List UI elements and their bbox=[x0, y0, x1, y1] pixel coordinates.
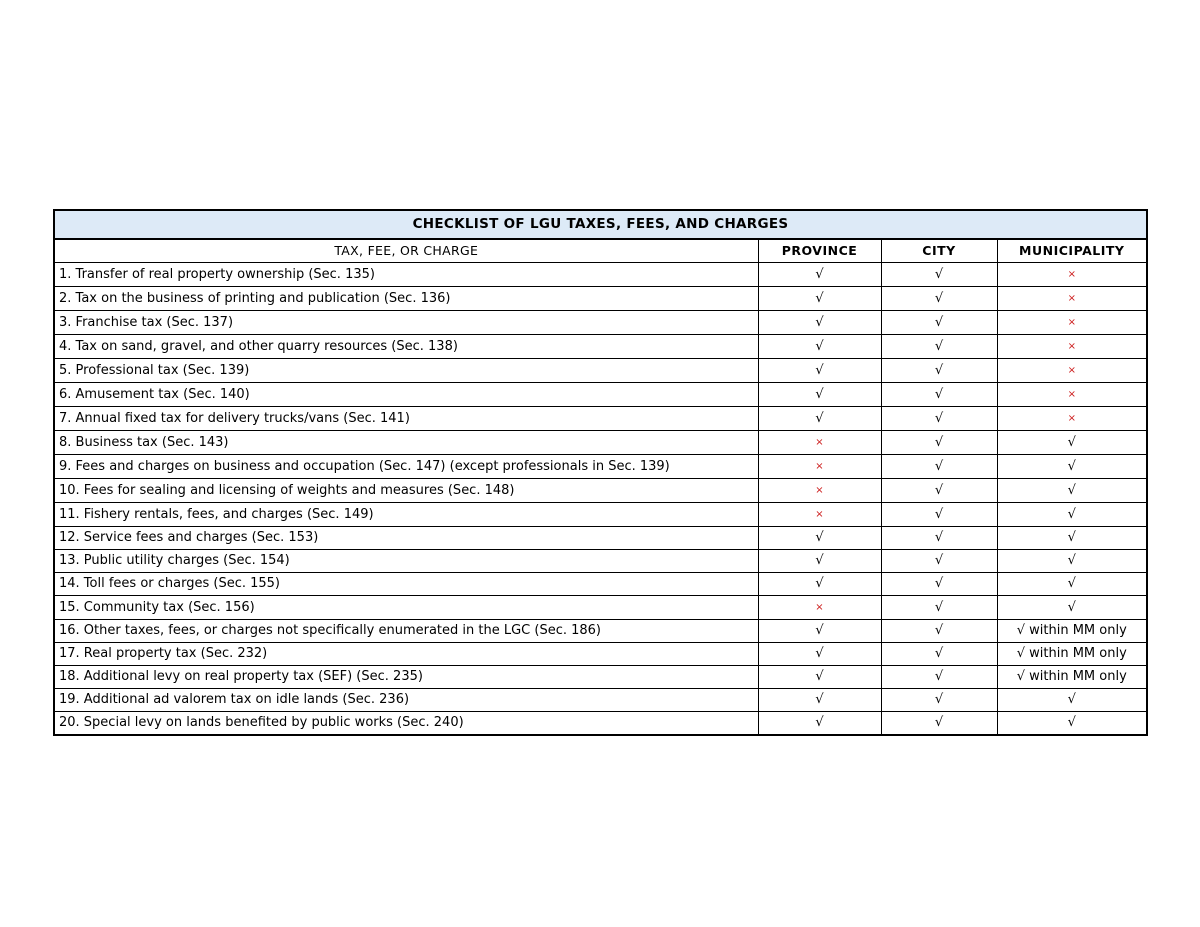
check-mark-icon: √ bbox=[1067, 692, 1076, 707]
municipality-cell bbox=[997, 263, 1147, 287]
check-mark-icon: √ within MM only bbox=[1016, 669, 1127, 684]
province-cell bbox=[758, 311, 881, 335]
city-cell bbox=[881, 527, 997, 550]
cross-mark-icon: × bbox=[1067, 293, 1076, 304]
tax-item-name: 17. Real property tax (Sec. 232) bbox=[54, 643, 758, 666]
check-mark-icon: √ bbox=[934, 669, 944, 684]
check-mark-icon: √ bbox=[1067, 482, 1076, 498]
city-cell bbox=[881, 712, 997, 736]
check-mark-icon: √ bbox=[1067, 553, 1076, 568]
tax-item-name: 16. Other taxes, fees, or charges not specifically enumerated in the LGC (Sec. 186) bbox=[54, 620, 758, 643]
municipality-cell bbox=[997, 527, 1147, 550]
check-mark-icon: √ bbox=[815, 576, 824, 591]
tax-item-name: 8. Business tax (Sec. 143) bbox=[54, 431, 758, 455]
check-mark-icon: √ bbox=[815, 623, 824, 638]
table-row bbox=[54, 407, 1147, 431]
table-title-row bbox=[54, 210, 1147, 239]
column-header-row bbox=[54, 239, 1147, 263]
table-row bbox=[54, 335, 1147, 359]
table-row bbox=[54, 431, 1147, 455]
city-cell bbox=[881, 287, 997, 311]
check-mark-icon: √ bbox=[1067, 715, 1076, 730]
city-cell bbox=[881, 503, 997, 527]
province-cell bbox=[758, 689, 881, 712]
city-cell bbox=[881, 689, 997, 712]
cross-mark-icon: × bbox=[1067, 389, 1076, 400]
tax-item-name: 12. Service fees and charges (Sec. 153) bbox=[54, 527, 758, 550]
province-cell bbox=[758, 479, 881, 503]
check-mark-icon: √ bbox=[934, 290, 944, 306]
table-row bbox=[54, 573, 1147, 596]
header-tax-fee-charge: TAX, FEE, OR CHARGE bbox=[54, 239, 758, 263]
check-mark-icon: √ bbox=[815, 290, 824, 306]
check-mark-icon: √ bbox=[815, 692, 824, 707]
province-cell bbox=[758, 596, 881, 620]
municipality-cell bbox=[997, 431, 1147, 455]
city-cell bbox=[881, 550, 997, 573]
check-mark-icon: √ bbox=[815, 266, 824, 282]
city-cell bbox=[881, 335, 997, 359]
city-cell bbox=[881, 455, 997, 479]
table-row bbox=[54, 287, 1147, 311]
city-cell bbox=[881, 383, 997, 407]
table-row bbox=[54, 689, 1147, 712]
check-mark-icon: √ bbox=[1067, 599, 1076, 615]
check-mark-icon: √ bbox=[934, 576, 944, 591]
check-mark-icon: √ bbox=[934, 646, 944, 661]
city-cell bbox=[881, 311, 997, 335]
check-mark-icon: √ bbox=[815, 646, 824, 661]
city-cell bbox=[881, 620, 997, 643]
city-cell bbox=[881, 263, 997, 287]
header-city: CITY bbox=[881, 239, 997, 263]
table-row bbox=[54, 455, 1147, 479]
province-cell bbox=[758, 455, 881, 479]
tax-item-name: 2. Tax on the business of printing and publication (Sec. 136) bbox=[54, 287, 758, 311]
cross-mark-icon: × bbox=[815, 509, 824, 520]
municipality-cell bbox=[997, 712, 1147, 736]
table-row bbox=[54, 596, 1147, 620]
province-cell bbox=[758, 503, 881, 527]
check-mark-icon: √ bbox=[1067, 434, 1076, 450]
table-row bbox=[54, 620, 1147, 643]
check-mark-icon: √ bbox=[815, 715, 824, 730]
check-mark-icon: √ bbox=[934, 623, 944, 638]
check-mark-icon: √ bbox=[934, 458, 944, 474]
tax-item-name: 20. Special levy on lands benefited by public works (Sec. 240) bbox=[54, 712, 758, 736]
municipality-cell bbox=[997, 689, 1147, 712]
check-mark-icon: √ bbox=[1067, 458, 1076, 474]
cross-mark-icon: × bbox=[815, 602, 824, 613]
table-row bbox=[54, 383, 1147, 407]
tax-item-name: 4. Tax on sand, gravel, and other quarry resources (Sec. 138) bbox=[54, 335, 758, 359]
check-mark-icon: √ bbox=[934, 715, 944, 730]
table-title: CHECKLIST OF LGU TAXES, FEES, AND CHARGES bbox=[54, 210, 1147, 239]
cross-mark-icon: × bbox=[1067, 317, 1076, 328]
cross-mark-icon: × bbox=[1067, 341, 1076, 352]
table-body bbox=[54, 263, 1147, 736]
municipality-cell bbox=[997, 311, 1147, 335]
check-mark-icon: √ bbox=[1067, 506, 1076, 522]
cross-mark-icon: × bbox=[1067, 269, 1076, 280]
municipality-cell bbox=[997, 596, 1147, 620]
province-cell bbox=[758, 263, 881, 287]
city-cell bbox=[881, 359, 997, 383]
municipality-cell bbox=[997, 550, 1147, 573]
check-mark-icon: √ bbox=[934, 434, 944, 450]
province-cell bbox=[758, 666, 881, 689]
table-row bbox=[54, 712, 1147, 736]
table-row bbox=[54, 479, 1147, 503]
province-cell bbox=[758, 287, 881, 311]
tax-item-name: 19. Additional ad valorem tax on idle lands (Sec. 236) bbox=[54, 689, 758, 712]
check-mark-icon: √ bbox=[934, 692, 944, 707]
check-mark-icon: √ bbox=[934, 410, 944, 426]
check-mark-icon: √ bbox=[934, 386, 944, 402]
check-mark-icon: √ bbox=[1067, 530, 1076, 545]
table-row bbox=[54, 263, 1147, 287]
province-cell bbox=[758, 573, 881, 596]
check-mark-icon: √ bbox=[1067, 576, 1076, 591]
province-cell bbox=[758, 359, 881, 383]
municipality-cell bbox=[997, 620, 1147, 643]
province-cell bbox=[758, 550, 881, 573]
check-mark-icon: √ bbox=[815, 386, 824, 402]
check-mark-icon: √ within MM only bbox=[1016, 623, 1127, 638]
municipality-cell bbox=[997, 359, 1147, 383]
cross-mark-icon: × bbox=[815, 461, 824, 472]
tax-item-name: 18. Additional levy on real property tax (SEF) (Sec. 235) bbox=[54, 666, 758, 689]
city-cell bbox=[881, 407, 997, 431]
province-cell bbox=[758, 383, 881, 407]
check-mark-icon: √ bbox=[815, 553, 824, 568]
city-cell bbox=[881, 666, 997, 689]
municipality-cell bbox=[997, 573, 1147, 596]
tax-item-name: 14. Toll fees or charges (Sec. 155) bbox=[54, 573, 758, 596]
province-cell bbox=[758, 431, 881, 455]
check-mark-icon: √ bbox=[934, 338, 944, 354]
tax-item-name: 1. Transfer of real property ownership (Sec. 135) bbox=[54, 263, 758, 287]
municipality-cell bbox=[997, 383, 1147, 407]
tax-item-name: 15. Community tax (Sec. 156) bbox=[54, 596, 758, 620]
table-row bbox=[54, 666, 1147, 689]
city-cell bbox=[881, 479, 997, 503]
check-mark-icon: √ bbox=[815, 530, 824, 545]
province-cell bbox=[758, 712, 881, 736]
check-mark-icon: √ bbox=[934, 362, 944, 378]
check-mark-icon: √ bbox=[815, 362, 824, 378]
cross-mark-icon: × bbox=[815, 485, 824, 496]
province-cell bbox=[758, 407, 881, 431]
province-cell bbox=[758, 620, 881, 643]
province-cell bbox=[758, 643, 881, 666]
table-row bbox=[54, 311, 1147, 335]
city-cell bbox=[881, 431, 997, 455]
province-cell bbox=[758, 335, 881, 359]
check-mark-icon: √ bbox=[934, 314, 944, 330]
municipality-cell bbox=[997, 666, 1147, 689]
tax-item-name: 9. Fees and charges on business and occupation (Sec. 147) (except professionals in Sec. 139) bbox=[54, 455, 758, 479]
check-mark-icon: √ bbox=[815, 669, 824, 684]
table-row bbox=[54, 643, 1147, 666]
municipality-cell bbox=[997, 287, 1147, 311]
table-row bbox=[54, 527, 1147, 550]
header-municipality: MUNICIPALITY bbox=[997, 239, 1147, 263]
tax-item-name: 6. Amusement tax (Sec. 140) bbox=[54, 383, 758, 407]
check-mark-icon: √ bbox=[815, 338, 824, 354]
header-province: PROVINCE bbox=[758, 239, 881, 263]
check-mark-icon: √ bbox=[815, 314, 824, 330]
cross-mark-icon: × bbox=[1067, 365, 1076, 376]
table-row bbox=[54, 503, 1147, 527]
check-mark-icon: √ within MM only bbox=[1016, 646, 1127, 661]
city-cell bbox=[881, 596, 997, 620]
table-row bbox=[54, 359, 1147, 383]
tax-item-name: 11. Fishery rentals, fees, and charges (Sec. 149) bbox=[54, 503, 758, 527]
province-cell bbox=[758, 527, 881, 550]
check-mark-icon: √ bbox=[815, 410, 824, 426]
municipality-cell bbox=[997, 503, 1147, 527]
tax-item-name: 10. Fees for sealing and licensing of weights and measures (Sec. 148) bbox=[54, 479, 758, 503]
check-mark-icon: √ bbox=[934, 482, 944, 498]
municipality-cell bbox=[997, 643, 1147, 666]
cross-mark-icon: × bbox=[815, 437, 824, 448]
municipality-cell bbox=[997, 335, 1147, 359]
city-cell bbox=[881, 643, 997, 666]
check-mark-icon: √ bbox=[934, 530, 944, 545]
lgu-tax-checklist-table bbox=[53, 209, 1148, 736]
check-mark-icon: √ bbox=[934, 599, 944, 615]
city-cell bbox=[881, 573, 997, 596]
table-row bbox=[54, 550, 1147, 573]
tax-item-name: 7. Annual fixed tax for delivery trucks/vans (Sec. 141) bbox=[54, 407, 758, 431]
municipality-cell bbox=[997, 455, 1147, 479]
check-mark-icon: √ bbox=[934, 266, 944, 282]
check-mark-icon: √ bbox=[934, 506, 944, 522]
check-mark-icon: √ bbox=[934, 553, 944, 568]
cross-mark-icon: × bbox=[1067, 413, 1076, 424]
tax-item-name: 5. Professional tax (Sec. 139) bbox=[54, 359, 758, 383]
municipality-cell bbox=[997, 479, 1147, 503]
tax-item-name: 3. Franchise tax (Sec. 137) bbox=[54, 311, 758, 335]
tax-item-name: 13. Public utility charges (Sec. 154) bbox=[54, 550, 758, 573]
municipality-cell bbox=[997, 407, 1147, 431]
